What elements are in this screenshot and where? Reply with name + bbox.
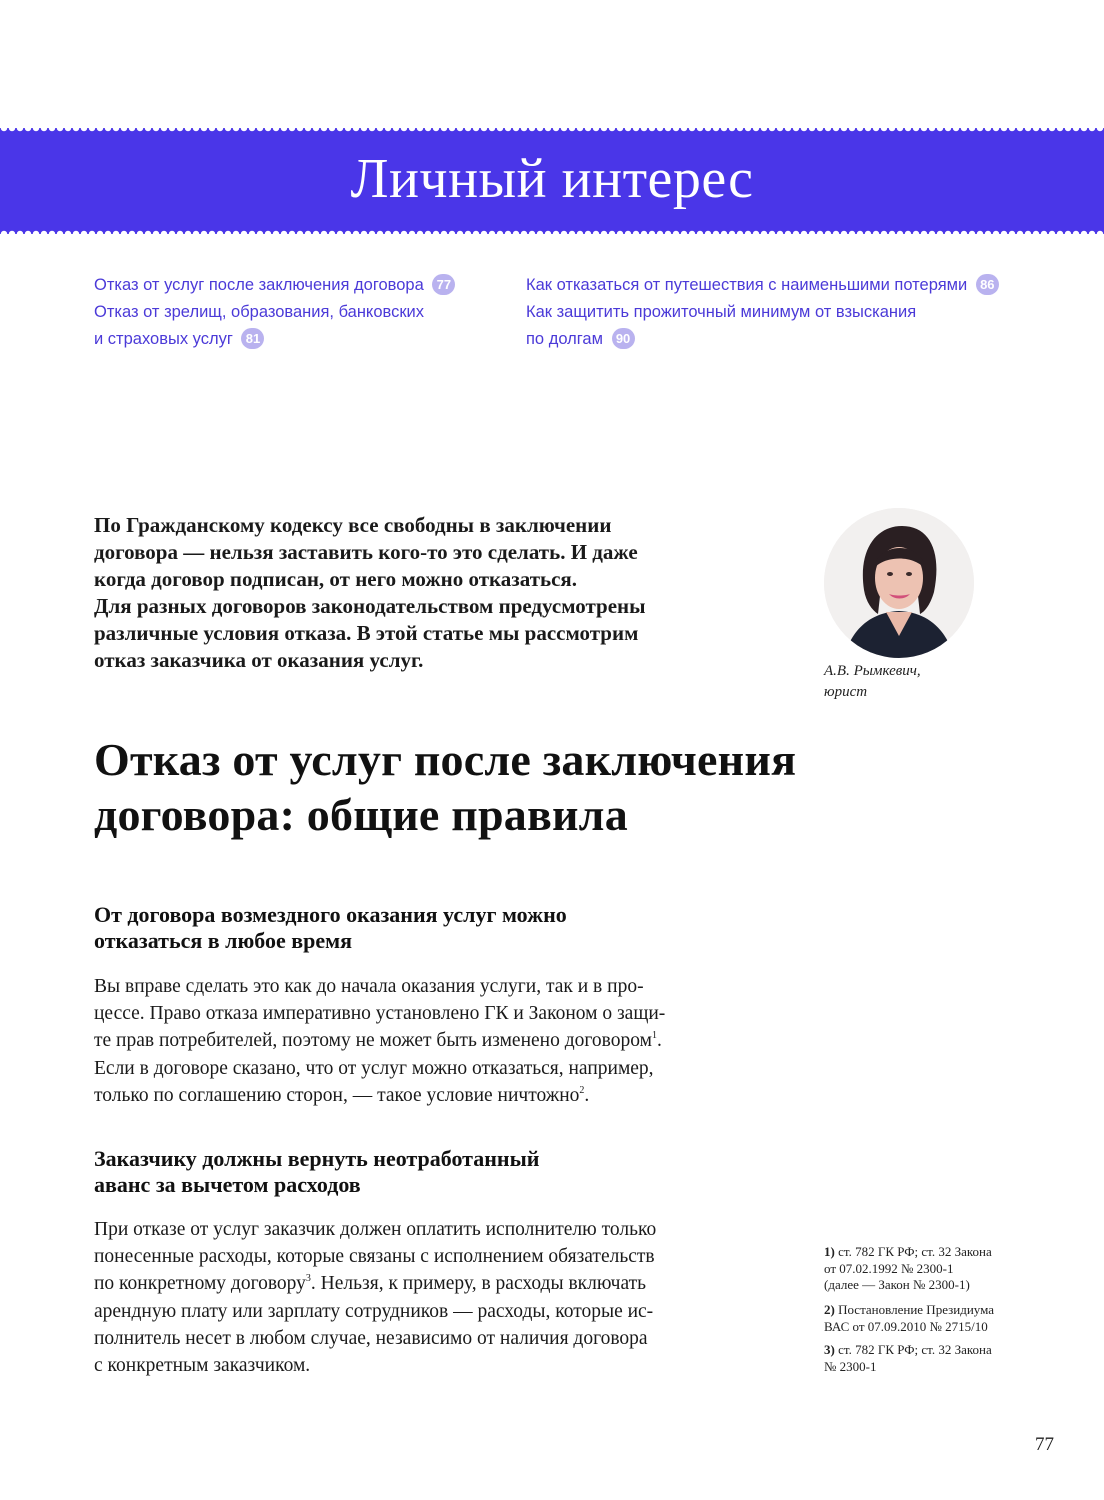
page-badge: 86 [976,274,999,295]
section-heading: Заказчику должны вернуть неотработанный аванс за вычетом расходов [94,1146,540,1197]
page-number: 77 [1035,1434,1054,1455]
footnote: 2) Постановление Президиума ВАС от 07.09.2010 № 2715/10 [824,1302,995,1334]
footnote: 1) ст. 782 ГК РФ; ст. 32 Закона от 07.02.1992 № 2300-1 (далее — Закон № 2300-1) [824,1244,992,1292]
footnote-ref[interactable]: 2 [579,1084,585,1096]
footnote: 3) ст. 782 ГК РФ; ст. 32 Закона № 2300-1 [824,1342,992,1374]
footnote-ref[interactable]: 1 [651,1030,657,1042]
author-name: А.В. Рымкевич, [824,663,921,679]
toc-entry[interactable]: Как защитить прожиточный минимум от взыскания [526,303,917,321]
page-badge: 77 [432,274,455,295]
section-paragraph: Вы вправе сделать это как до начала оказания услуги, так и в про- цессе. Право отказа императивно установлено ГК и Законом о защи- те прав потребителей, поэтому не может быть изменено договором$^1$. Если в договоре сказано, что от услуг можно отказаться, например, только по соглашению сторон, — такое условие ничтожно$^2$. [94,976,666,1106]
toc-entry[interactable]: Отказ от услуг после заключения договора 77 [94,272,494,299]
lead-paragraph: По Гражданскому кодексу все свободны в заключении договора — нельзя заставить кого-то это сделать. И даже когда договор подписан, от него можно отказаться. Для разных договоров законодательством предусмотрены различные условия отказа. В этой статье мы рассмотрим отказ заказчика от оказания услуг. [94,513,646,672]
toc-left-column [94,272,494,353]
section-heading: От договора возмездного оказания услуг можно отказаться в любое время [94,902,567,953]
toc-right-column [526,272,1026,353]
author-portrait-icon [824,508,974,658]
toc-entry[interactable]: Как отказаться от путешествия с наименьшими потерями 86 [526,272,1026,299]
toc-entry[interactable]: Отказ от зрелищ, образования, банковских [94,303,425,321]
page-badge: 81 [241,328,264,349]
page-badge: 90 [612,328,635,349]
article-title: Отказ от услуг после заключения договора: общие правила [94,734,797,840]
toc-entry[interactable]: по долгам 90 [526,326,1026,353]
banner-title: Личный интерес [350,148,754,210]
author-photo [824,508,974,658]
section-paragraph: При отказе от услуг заказчик должен оплатить исполнителю только понесенные расходы, которые связаны с исполнением обязательств по конкретному договору$^3$. Нельзя, к примеру, в расходы включать арендную плату или зарплату сотрудников — расходы, которые ис- полнитель несет в любом случае, независимо от наличия договора с конкретным заказчиком. [94,1219,657,1377]
author-caption [824,661,1024,703]
section-banner [0,128,1104,234]
footnote-ref[interactable]: 3 [305,1273,311,1285]
author-role: юрист [824,684,868,700]
toc-entry[interactable]: и страховых услуг 81 [94,326,494,353]
